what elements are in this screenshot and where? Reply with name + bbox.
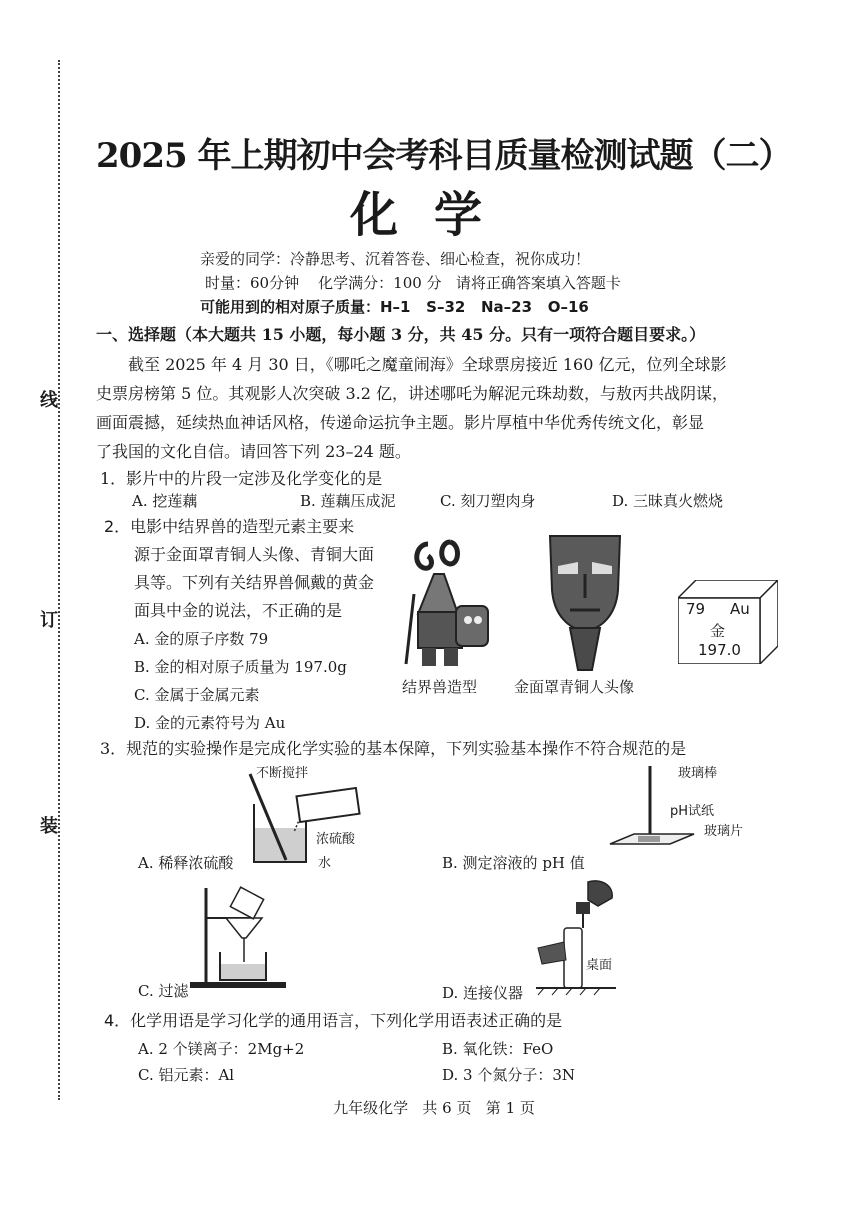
label-stir: 不断搅拌 [256,766,309,781]
q4-stem: 4．化学用语是学习化学的通用语言，下列化学用语表述正确的是 [104,1011,563,1030]
guardian-beast-figure [398,534,498,674]
element-symbol: Au [730,600,750,618]
subject-title: 化学 [349,187,518,243]
q1-option-b: B. 莲藕压成泥 [300,492,396,510]
dilute-acid-diagram [240,772,370,868]
label-ph-paper: pH试纸 [670,804,715,819]
passage-line-1: 截至 2025 年 4 月 30 日，《哪吒之魔童闹海》全球票房接近 160 亿元，位列全球影 [128,355,727,374]
q4-option-d: D. 3 个氮分子：3N [442,1066,576,1084]
q2-stem-1: 2．电影中结界兽的造型元素主要来 [104,517,355,536]
greeting: 亲爱的同学：冷静思考、沉着答卷、细心检查，祝你成功！ [200,250,591,268]
q4-option-b: B. 氧化铁：FeO [442,1040,554,1058]
binding-char-top: 线 [40,386,58,412]
q2-option-d: D. 金的元素符号为 Au [134,714,286,732]
q3-option-d: D. 连接仪器 [442,984,524,1002]
q2-option-c: C. 金属于金属元素 [134,686,260,704]
passage-line-2: 史票房榜第 5 位。其观影人次突破 3.2 亿，讲述哪吒为解泥元珠劫数，与敖丙共战阴谋， [96,384,728,403]
label-glass-rod: 玻璃棒 [678,766,718,781]
q1-option-c: C. 刻刀塑肉身 [440,492,536,510]
connect-apparatus-diagram [536,876,646,996]
q4-option-c: C. 铝元素：Al [138,1066,235,1084]
passage-line-4: 了我国的文化自信。请回答下列 23–24 题。 [96,442,411,461]
q2-option-a: A. 金的原子序数 79 [134,630,269,648]
element-mass: 197.0 [698,641,741,659]
section-heading: 一、选择题（本大题共 15 小题，每小题 3 分，共 45 分。只有一项符合题目要求。） [96,325,706,344]
q2-option-b: B. 金的相对原子质量为 197.0g [134,658,347,676]
filtration-diagram [184,882,294,992]
q1-option-d: D. 三昧真火燃烧 [612,492,724,510]
atomic-masses: 可能用到的相对原子质量：H–1 S–32 Na–23 O–16 [200,298,589,316]
bronze-head-figure [540,530,630,672]
exam-title: 2025 年上期初中会考科目质量检测试题（二） [96,136,792,176]
q3-option-c: C. 过滤 [138,982,189,1000]
passage-line-3: 画面震撼，延续热血神话风格，传递命运抗争主题。影片厚植中华优秀传统文化，彰显 [96,413,705,432]
element-name: 金 [710,622,726,640]
page-footer: 九年级化学 共 6 页 第 1 页 [333,1099,535,1117]
label-glass-plate: 玻璃片 [704,824,744,839]
caption-guardian-beast: 结界兽造型 [402,678,478,696]
q1-option-a: A. 挖莲藕 [132,492,198,510]
binding-char-middle: 订 [40,606,58,632]
q2-stem-2: 源于金面罩青铜人头像、青铜大面 [134,545,375,564]
exam-info: 时量：60分钟 化学满分：100 分 请将正确答案填入答题卡 [205,274,621,292]
label-desk: 桌面 [586,958,613,973]
binding-char-bottom: 装 [40,812,58,838]
caption-bronze-head: 金面罩青铜人头像 [514,678,635,696]
q2-stem-3: 具等。下列有关结界兽佩戴的黄金 [134,573,375,592]
q3-stem: 3．规范的实验操作是完成化学实验的基本保障，下列实验基本操作不符合规范的是 [100,739,687,758]
element-number: 79 [686,600,706,618]
q4-option-a: A. 2 个镁离子：2Mg+2 [138,1040,305,1058]
label-conc-acid: 浓硫酸 [316,832,356,847]
label-water: 水 [318,856,332,871]
q1-stem: 1．影片中的片段一定涉及化学变化的是 [100,469,383,488]
q2-stem-4: 面具中金的说法，不正确的是 [134,601,343,620]
q3-option-a: A. 稀释浓硫酸 [138,854,234,872]
q3-option-b: B. 测定溶液的 pH 值 [442,854,585,872]
